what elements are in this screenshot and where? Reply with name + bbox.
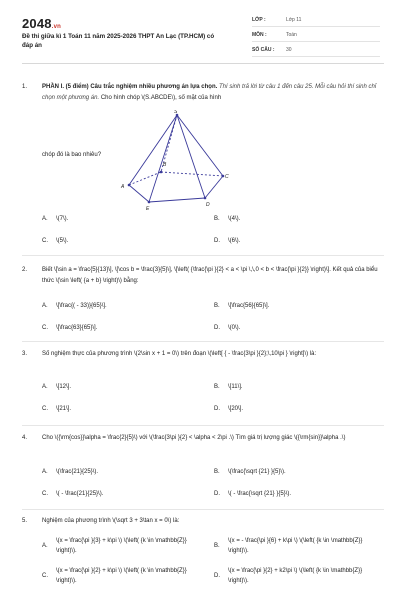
option-text: \(0\). (228, 325, 241, 331)
option-text: \( - \frac{21}{25}\). (56, 491, 104, 497)
option-letter: B. (214, 216, 220, 222)
option-letter: A. (42, 469, 48, 475)
option-text: \(x = \frac{\pi }{3} + k\pi \) \(\left( {k \in \mathbb{Z}} \right)\). (56, 538, 187, 554)
option-a[interactable] (42, 467, 196, 477)
question-text: Biết \[\sin a = \frac{5}{13}\], \[\cos b = \frac{3}{5}\], \[\left( {\frac{\pi }{2} < a < \pi \,\,0 < b < \frac{\pi }{2}} \right)\]. Kết quả của biểu thức \(\sin \left( {a + b} \right)\) bằng: (42, 267, 378, 284)
vertex-label-b: B (163, 162, 167, 168)
logo-main: 2048 (22, 16, 52, 31)
option-letter: D. (214, 238, 220, 244)
meta-value: 30 (286, 47, 292, 53)
question-separator (22, 341, 384, 342)
question-number: 5. (22, 518, 28, 524)
exam-meta (252, 14, 380, 59)
option-letter: B. (214, 303, 220, 309)
meta-value: Lớp 11 (286, 17, 302, 23)
option-a[interactable] (42, 382, 196, 392)
option-letter: B. (214, 543, 220, 549)
option-text: \[11\]. (228, 384, 243, 390)
meta-row-count (252, 44, 380, 57)
meta-key: SỐ CÂU : (252, 47, 275, 53)
option-b[interactable] (214, 214, 368, 224)
meta-value: Toán (286, 32, 297, 38)
question-body: Cho hình chóp \(S.ABCDE\), số mặt của hình (100, 95, 222, 101)
question-1 (22, 82, 384, 252)
option-letter: C. (42, 573, 48, 579)
question-number: 4. (22, 435, 28, 441)
question-separator (22, 425, 384, 426)
exam-title: Đề thi giữa kì 1 Toán 11 năm 2025-2026 THPT An Lạc (TP.HCM) có đáp án (22, 33, 215, 49)
question-number: 1. (22, 84, 28, 90)
option-text: \[20\]. (228, 406, 244, 412)
option-c[interactable] (42, 489, 196, 499)
option-text: \(\frac{\sqrt {21} }{5}\). (228, 469, 286, 475)
option-a[interactable] (42, 301, 196, 311)
option-d[interactable] (214, 236, 368, 246)
question-2 (22, 265, 384, 341)
option-text: \(7\). (56, 216, 69, 222)
question-separator (22, 255, 384, 256)
question-text: Nghiệm của phương trình \(\sqrt 3 + 3\tan x = 0\) là: (42, 518, 180, 524)
option-c[interactable] (42, 566, 196, 586)
question-continuation: chóp đó là bao nhiêu? (42, 152, 102, 158)
option-text: \[\frac{63}{65}\]. (56, 325, 98, 331)
option-letter: D. (214, 573, 220, 579)
option-text: \(5\). (56, 238, 69, 244)
option-text: \(x = \frac{\pi }{2} + k\pi \) \(\left( {k \in \mathbb{Z}} \right)\). (56, 568, 187, 584)
question-separator (22, 509, 384, 510)
vertex-label-s: S (174, 110, 178, 115)
option-b[interactable] (214, 382, 368, 392)
option-letter: D. (214, 406, 220, 412)
option-text: \(x = - \frac{\pi }{6} + k\pi \) \(\left( {k \in \mathbb{Z}} \right)\). (228, 538, 363, 554)
option-letter: A. (42, 543, 48, 549)
option-letter: A. (42, 216, 48, 222)
vertex-label-d: D (206, 202, 210, 208)
option-b[interactable] (214, 301, 368, 311)
option-text: \[21\]. (56, 406, 72, 412)
option-a[interactable] (42, 536, 196, 556)
vertex-label-c: C (225, 174, 229, 180)
option-d[interactable] (214, 566, 368, 586)
option-text: \[\frac{( - 33)}{65}\]. (56, 303, 107, 309)
question-text: Số nghiệm thực của phương trình \(2\sin x + 1 = 0\) trên đoạn \(\left[ { - \frac{3\pi }{2};\,10\pi } \right]\) là: (42, 351, 317, 357)
vertex-label-e: E (146, 206, 150, 212)
option-d[interactable] (214, 323, 368, 333)
option-c[interactable] (42, 404, 196, 414)
question-text (42, 82, 384, 104)
page-header (0, 0, 400, 62)
option-letter: C. (42, 406, 48, 412)
question-4 (22, 433, 384, 509)
meta-row-subject (252, 29, 380, 42)
logo-suffix: .vn (51, 24, 62, 30)
option-letter: C. (42, 238, 48, 244)
question-instruction: Thí sinh trả lời từ câu 1 đến câu 25. Mỗi câu hỏi thí sinh chỉ chọn một phương án. (42, 84, 377, 101)
site-logo[interactable] (22, 16, 61, 31)
option-letter: C. (42, 491, 48, 497)
header-divider (22, 63, 384, 64)
option-text: \(6\). (228, 238, 241, 244)
option-letter: D. (214, 325, 220, 331)
option-letter: C. (42, 325, 48, 331)
option-letter: B. (214, 384, 220, 390)
option-text: \(\frac{21}{25}\). (56, 469, 99, 475)
meta-key: MÔN : (252, 32, 267, 38)
question-number: 2. (22, 267, 28, 273)
meta-row-class (252, 14, 380, 27)
option-text: \[12\]. (56, 384, 72, 390)
option-letter: B. (214, 469, 220, 475)
option-d[interactable] (214, 404, 368, 414)
question-3 (22, 349, 384, 425)
option-text: \( - \frac{\sqrt {21} }{5}\). (228, 491, 292, 497)
option-letter: D. (214, 491, 220, 497)
option-a[interactable] (42, 214, 196, 224)
question-number: 3. (22, 351, 28, 357)
option-b[interactable] (214, 536, 368, 556)
question-part-heading: PHẦN I. (5 điểm) Câu trắc nghiệm nhiều phương án lựa chọn. (42, 84, 218, 90)
question-5 (22, 516, 384, 600)
pyramid-figure (117, 110, 237, 215)
meta-key: LỚP : (252, 17, 266, 23)
option-text: \(4\). (228, 216, 241, 222)
option-text: \[\frac{56}{65}\]. (228, 303, 270, 309)
option-text: \(x = \frac{\pi }{2} + k2\pi \) \(\left( {k \in \mathbb{Z}} \right)\). (228, 568, 363, 584)
vertex-label-a: A (121, 184, 125, 190)
option-c[interactable] (42, 236, 196, 246)
option-letter: A. (42, 303, 48, 309)
option-letter: A. (42, 384, 48, 390)
question-text: Cho \({\rm{cos}}\alpha = \frac{2}{5}\) với \(\frac{3\pi }{2} < \alpha < 2\pi .\) Tìm giá trị lượng giác \({\rm{sin}}\alpha .\) (42, 435, 346, 441)
option-c[interactable] (42, 323, 196, 333)
option-d[interactable] (214, 489, 368, 499)
option-b[interactable] (214, 467, 368, 477)
